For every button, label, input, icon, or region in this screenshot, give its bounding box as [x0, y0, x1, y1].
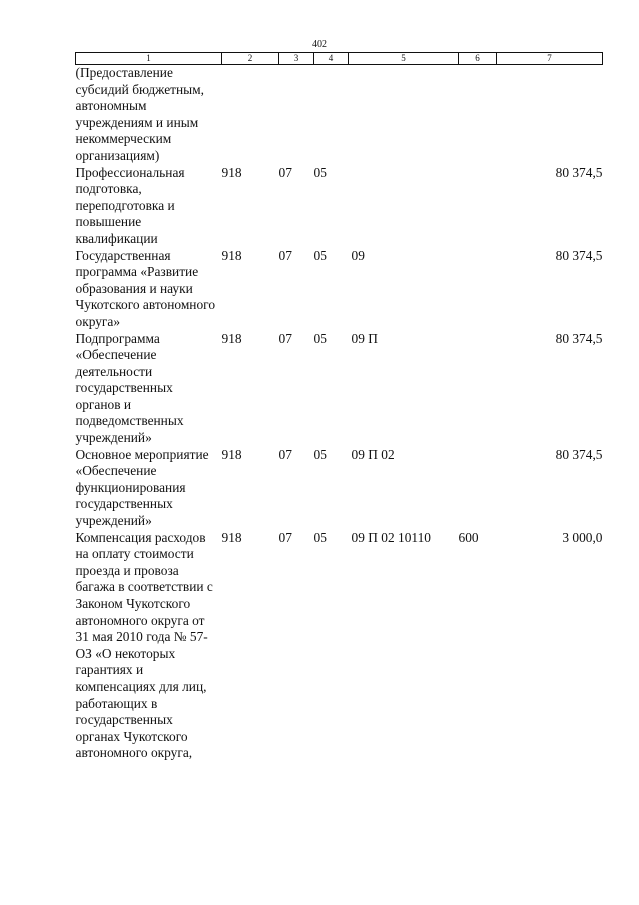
row-name: Подпрограмма «Обеспечение деятельности государственных органов и подведомственных учреждений» — [75, 330, 184, 446]
row-name: Профессиональная подготовка, переподготовка и повышение квалификации — [75, 164, 185, 246]
ministry-code: 918 — [221, 529, 242, 545]
table-row — [76, 248, 603, 331]
row-name: Государственная программа «Развитие образования и науки Чукотского автономного округа» — [75, 247, 216, 329]
amount: 80 374,5 — [555, 164, 603, 180]
budget-table — [75, 52, 603, 762]
target-code: 09 П 02 — [351, 446, 395, 462]
subsection-code: 05 — [313, 330, 327, 346]
amount: 80 374,5 — [555, 446, 603, 462]
amount: 80 374,5 — [555, 247, 603, 263]
column-header: 4 — [314, 53, 349, 65]
ministry-code: 918 — [221, 164, 242, 180]
row-name: (Предоставление субсидий бюджетным, автономным учреждениям и иным некоммерческим организациям) — [75, 65, 205, 163]
section-code: 07 — [278, 330, 292, 346]
column-number-header — [76, 53, 603, 65]
section-code: 07 — [278, 247, 292, 263]
row-name: Основное мероприятие «Обеспечение функционирования государственных учреждений» — [75, 446, 209, 529]
section-code — [279, 65, 314, 165]
expense-type-code: 600 — [458, 529, 479, 545]
column-header: 3 — [279, 53, 314, 65]
target-code: 09 П 02 10110 — [351, 529, 431, 545]
target-code: 09 П — [351, 330, 378, 346]
expense-type-code — [459, 65, 497, 165]
target-code — [349, 65, 459, 165]
table-row — [76, 530, 603, 762]
column-header: 7 — [497, 53, 603, 65]
table-row — [76, 65, 603, 165]
ministry-code: 918 — [221, 247, 242, 263]
table-row — [76, 447, 603, 530]
column-header: 2 — [222, 53, 279, 65]
subsection-code — [314, 65, 349, 165]
ministry-code — [222, 65, 279, 165]
target-code: 09 — [351, 247, 365, 263]
expense-type-code — [459, 165, 497, 248]
subsection-code: 05 — [313, 446, 327, 462]
section-code: 07 — [278, 164, 292, 180]
subsection-code: 05 — [313, 529, 327, 545]
ministry-code: 918 — [221, 446, 242, 462]
ministry-code: 918 — [221, 330, 242, 346]
expense-type-code — [459, 248, 497, 331]
table-row — [76, 165, 603, 248]
expense-type-code — [459, 447, 497, 530]
amount — [497, 65, 603, 165]
section-code: 07 — [278, 529, 292, 545]
column-header: 5 — [349, 53, 459, 65]
column-header: 6 — [459, 53, 497, 65]
column-header: 1 — [76, 53, 222, 65]
amount: 80 374,5 — [555, 330, 603, 346]
subsection-code: 05 — [313, 164, 327, 180]
expense-type-code — [459, 331, 497, 447]
row-name: Компенсация расходов на оплату стоимости проезда и провоза багажа в соответствии с Законом Чукотского автономного округа от 31 мая 2010 года № 57-ОЗ «О некоторых гарантиях и компенсациях для лиц, работающих в государственных органах Чукотского автономного округа, — [75, 529, 213, 761]
section-code: 07 — [278, 446, 292, 462]
page-number: 402 — [312, 39, 327, 50]
amount: 3 000,0 — [562, 529, 603, 545]
table-row — [76, 331, 603, 447]
subsection-code: 05 — [313, 247, 327, 263]
target-code — [349, 165, 459, 248]
